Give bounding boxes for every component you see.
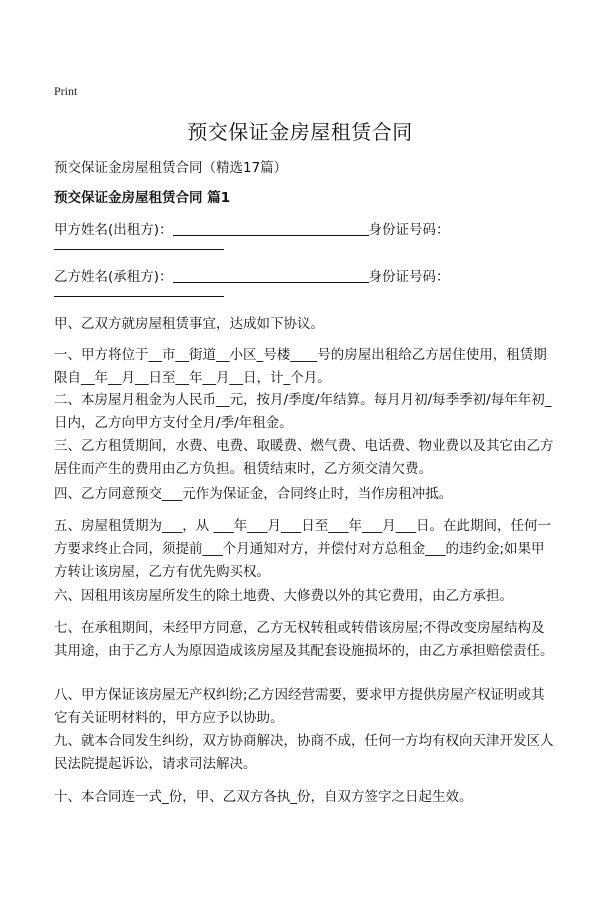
section-heading: 预交保证金房屋租赁合同 篇1 [54, 190, 231, 206]
clause-6: 六、因租用该房屋所发生的除土地费、大修费以外的其它费用，由乙方承担。 [54, 588, 513, 604]
clause-4: 四、乙方同意预交___元作为保证金，合同终止时，当作房租冲抵。 [54, 486, 453, 502]
clause-8: 八、甲方保证该房屋无产权纠纷;乙方因经营需要，要求甲方提供房屋产权证明或其它有关证明材料的，甲方应予以协助。 [54, 687, 545, 726]
tenant-name-blank [173, 268, 369, 283]
document-subtitle: 预交保证金房屋租赁合同（精选17篇） [54, 160, 288, 176]
tenant-id-blank [54, 296, 224, 297]
clause-10: 十、本合同连一式_份，甲、乙双方各执_份，自双方签字之日起生效。 [54, 789, 473, 805]
clause-5: 五、房屋租赁期为___，从 ___年___月___日至___年___月___日。在此期间，任何一方要求终止合同，须提前___个月通知对方，并偿付对方总租金___的违约金;如果甲方转让该房屋，乙方有优先购买权。 [54, 518, 552, 580]
tenant-name-label: 乙方姓名(承租方)： [54, 269, 173, 285]
clause-1: 一、甲方将位于__市__街道__小区_号楼____号的房屋出租给乙方居住使用，租赁期限自__年__月__日至__年__月__日，计_个月。 [54, 347, 547, 386]
print-link[interactable]: Print [54, 84, 78, 98]
landlord-id-blank [54, 249, 224, 250]
landlord-id-label: 身份证号码： [368, 222, 450, 238]
clause-2: 二、本房屋月租金为人民币__元，按月/季度/年结算。每月月初/每季季初/每年年初_日内，乙方向甲方支付全月/季/年租金。 [54, 392, 552, 431]
tenant-id-label: 身份证号码： [368, 269, 450, 285]
landlord-name-label: 甲方姓名(出租方)： [54, 222, 173, 238]
clause-9: 九、就本合同发生纠纷，双方协商解决，协商不成，任何一方均有权向天津开发区人民法院提起诉讼，请求司法解决。 [54, 733, 554, 772]
clause-intro: 甲、乙双方就房屋租赁事宜，达成如下协议。 [54, 316, 324, 332]
clause-3: 三、乙方租赁期间，水费、电费、取暖费、燃气费、电话费、物业费以及其它由乙方居住而产生的费用由乙方负担。租赁结束时，乙方须交清欠费。 [54, 438, 554, 477]
document-title: 预交保证金房屋租赁合同 [187, 120, 413, 144]
landlord-field-line [54, 218, 450, 238]
clause-7: 七、在承租期间，未经甲方同意，乙方无权转租或转借该房屋;不得改变房屋结构及其用途，由于乙方人为原因造成该房屋及其配套设施损坏的，由乙方承担赔偿责任。 [54, 620, 554, 659]
landlord-name-blank [173, 221, 369, 236]
tenant-field-line [54, 265, 450, 285]
